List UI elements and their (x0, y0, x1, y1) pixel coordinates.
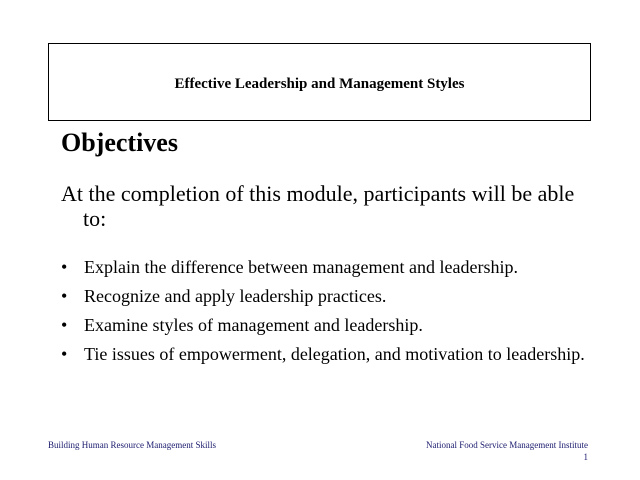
list-item-text: Examine styles of management and leadership. (84, 315, 423, 335)
bullet-icon: • (61, 315, 68, 335)
list-item-text: Recognize and apply leadership practices. (84, 286, 387, 306)
slide-header-title: Effective Leadership and Management Styles (174, 76, 465, 92)
header-box (48, 43, 591, 121)
list-item (61, 285, 601, 307)
bullet-icon: • (61, 286, 68, 306)
list-item-text: Explain the difference between management and leadership. (84, 257, 518, 277)
page-title: Objectives (61, 128, 178, 157)
footer-right-text: National Food Service Management Institute (426, 440, 588, 450)
bullet-icon: • (61, 344, 68, 364)
intro-text: At the completion of this module, participants will be able to: (61, 181, 575, 231)
list-item (61, 314, 601, 336)
list-item-text: Tie issues of empowerment, delegation, and motivation to leadership. (84, 344, 585, 364)
list-item (61, 343, 601, 365)
footer-left-text: Building Human Resource Management Skills (48, 440, 216, 450)
objectives-list (61, 256, 601, 372)
list-item (61, 256, 601, 278)
page-number: 1 (583, 452, 588, 462)
bullet-icon: • (61, 257, 68, 277)
